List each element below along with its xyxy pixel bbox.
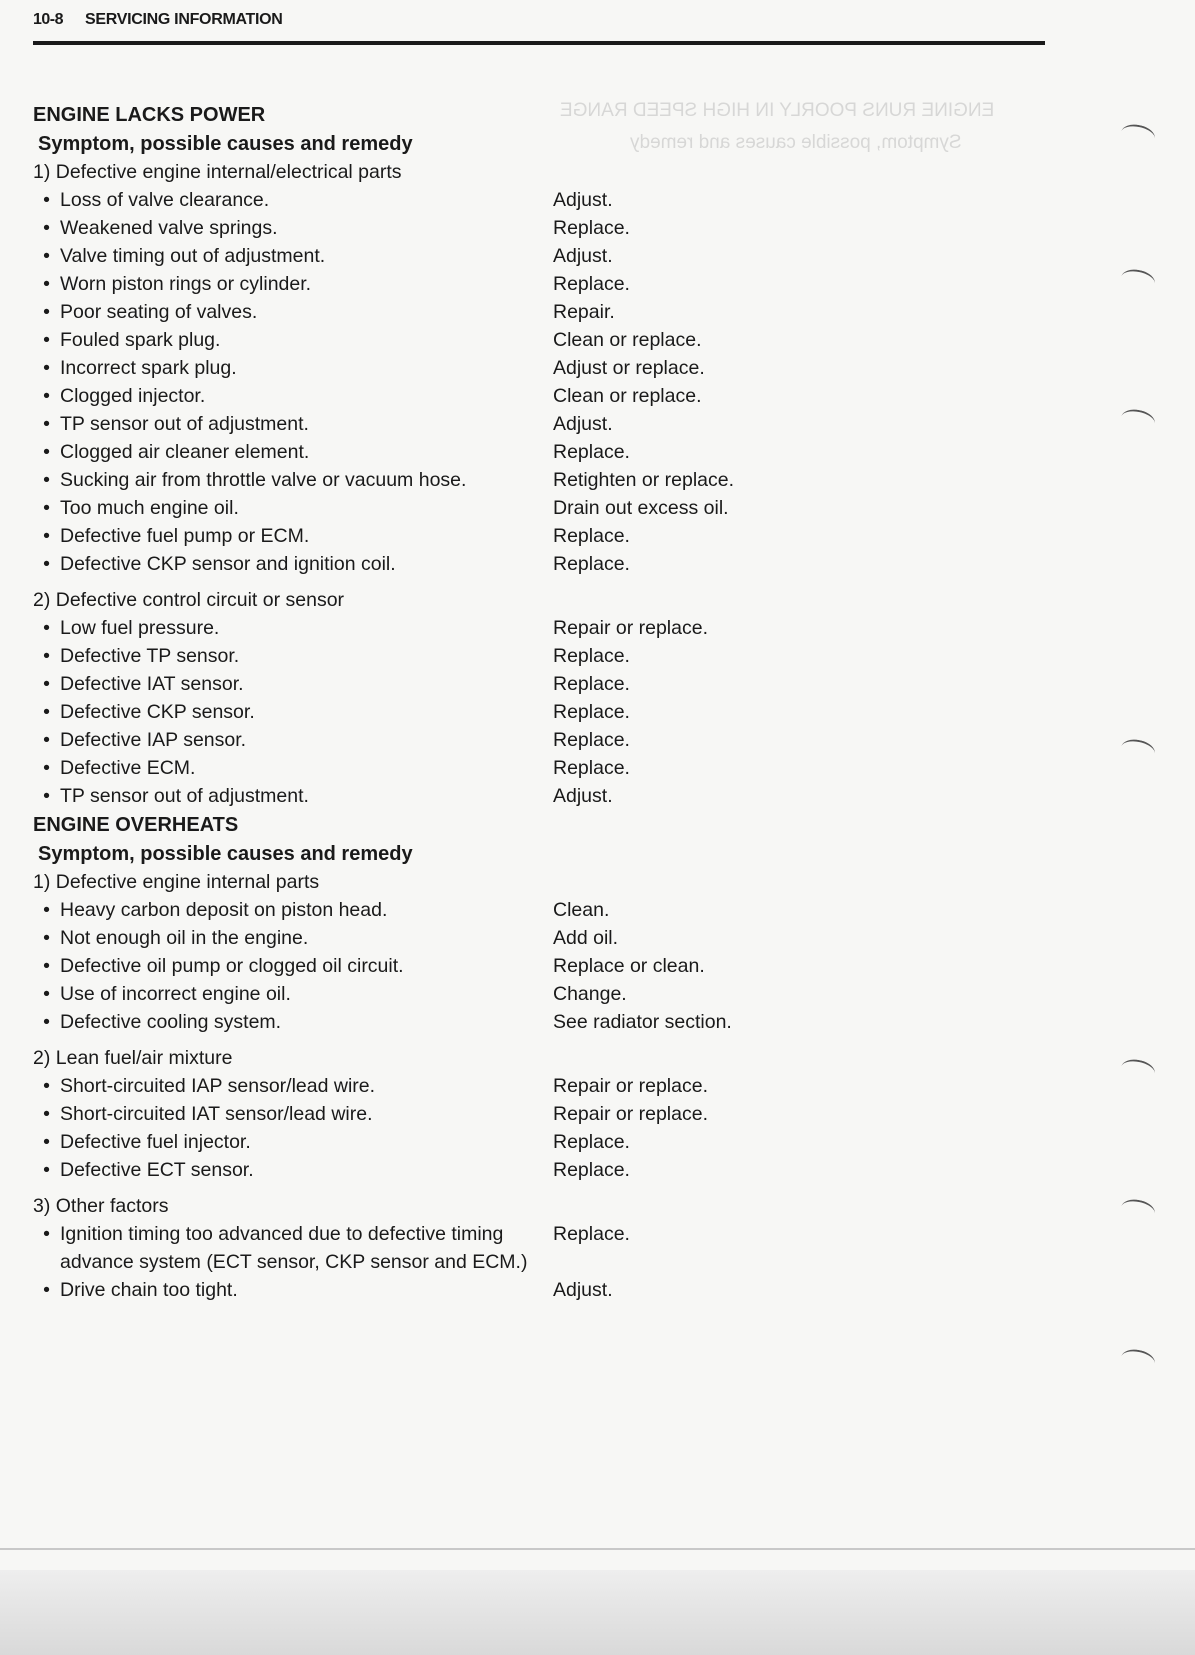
remedy-text: Replace or clean.	[553, 955, 705, 977]
page-bottom-rule	[0, 1548, 1195, 1550]
bleed-through-title: ENGINE RUNS POORLY IN HIGH SPEED RANGE	[560, 100, 995, 121]
remedy-text: Replace.	[553, 729, 630, 751]
bullet-icon: •	[43, 1075, 50, 1097]
section	[33, 810, 793, 1304]
symptom-heading: Symptom, possible causes and remedy	[38, 133, 413, 155]
remedy-text: Replace.	[553, 1223, 630, 1245]
remedy-text: Repair.	[553, 301, 615, 323]
remedy-text: Add oil.	[553, 927, 619, 949]
remedy-text: Repair or replace.	[553, 617, 708, 639]
list-item	[33, 242, 793, 270]
list-item	[33, 1276, 793, 1304]
remedy-text: Adjust.	[553, 245, 613, 267]
remedy-text: Repair or replace.	[553, 1103, 708, 1125]
bullet-icon: •	[43, 785, 50, 807]
bullet-icon: •	[43, 955, 50, 977]
group-title: 3) Other factors	[33, 1195, 169, 1217]
cause-text: Heavy carbon deposit on piston head.	[60, 899, 388, 921]
bullet-icon: •	[43, 245, 50, 267]
remedy-text: Adjust.	[553, 785, 613, 807]
cause-text: Defective CKP sensor.	[60, 701, 255, 723]
cause-text: Short-circuited IAP sensor/lead wire.	[60, 1075, 376, 1097]
remedy-text: Repair or replace.	[553, 1075, 708, 1097]
page-bottom-shadow	[0, 1570, 1195, 1655]
cause-text: Defective oil pump or clogged oil circuit.	[60, 955, 404, 977]
cause-text: Ignition timing too advanced due to defective timing advance system (ECT sensor, CKP sensor and ECM.)	[60, 1223, 528, 1273]
remedy-text: Retighten or replace.	[553, 469, 735, 491]
bullet-icon: •	[43, 927, 50, 949]
edge-mark	[1119, 1197, 1156, 1224]
edge-mark	[1119, 122, 1156, 149]
edge-mark	[1119, 1057, 1156, 1084]
bullet-icon: •	[43, 1159, 50, 1181]
remedy-text: Change.	[553, 983, 627, 1005]
cause-text: Defective IAT sensor.	[60, 673, 244, 695]
remedy-text: See radiator section.	[553, 1011, 732, 1033]
bullet-icon: •	[43, 189, 50, 211]
cause-text: Loss of valve clearance.	[60, 189, 270, 211]
remedy-text: Replace.	[553, 525, 630, 547]
cause-text: Use of incorrect engine oil.	[60, 983, 291, 1005]
list-item	[33, 642, 793, 670]
remedy-text: Replace.	[553, 217, 630, 239]
cause-text: TP sensor out of adjustment.	[60, 785, 309, 807]
list-item	[33, 1220, 793, 1276]
cause-text: Incorrect spark plug.	[60, 357, 237, 379]
cause-text: Weakened valve springs.	[60, 217, 278, 239]
cause-text: Poor seating of valves.	[60, 301, 258, 323]
cause-text: Defective ECT sensor.	[60, 1159, 254, 1181]
remedy-text: Adjust.	[553, 413, 613, 435]
bullet-icon: •	[43, 1223, 50, 1245]
bullet-icon: •	[43, 469, 50, 491]
cause-text: Short-circuited IAT sensor/lead wire.	[60, 1103, 373, 1125]
list-item	[33, 670, 793, 698]
page-header	[33, 8, 1045, 45]
cause-text: Defective ECM.	[60, 757, 196, 779]
list-item	[33, 1128, 793, 1156]
group-title: 1) Defective engine internal/electrical parts	[33, 161, 402, 183]
remedy-text: Drain out excess oil.	[553, 497, 729, 519]
list-item	[33, 550, 793, 578]
bleed-through-symptom: Symptom, possible causes and remedy	[630, 132, 962, 153]
list-item	[33, 1156, 793, 1184]
remedy-text: Clean or replace.	[553, 329, 702, 351]
list-item	[33, 782, 793, 810]
bullet-icon: •	[43, 899, 50, 921]
remedy-text: Clean or replace.	[553, 385, 702, 407]
bullet-icon: •	[43, 441, 50, 463]
cause-text: Drive chain too tight.	[60, 1279, 238, 1301]
list-item	[33, 726, 793, 754]
bullet-icon: •	[43, 385, 50, 407]
bullet-icon: •	[43, 553, 50, 575]
cause-text: Defective CKP sensor and ignition coil.	[60, 553, 396, 575]
bullet-icon: •	[43, 757, 50, 779]
symptom-heading: Symptom, possible causes and remedy	[38, 843, 413, 865]
list-item	[33, 494, 793, 522]
remedy-text: Adjust.	[553, 1279, 613, 1301]
list-item	[33, 1072, 793, 1100]
list-item	[33, 614, 793, 642]
list-item	[33, 980, 793, 1008]
remedy-text: Replace.	[553, 701, 630, 723]
bullet-icon: •	[43, 1103, 50, 1125]
list-item	[33, 1100, 793, 1128]
cause-text: Too much engine oil.	[60, 497, 239, 519]
cause-text: Worn piston rings or cylinder.	[60, 273, 312, 295]
bullet-icon: •	[43, 1279, 50, 1301]
bullet-icon: •	[43, 1131, 50, 1153]
remedy-text: Clean.	[553, 899, 610, 921]
list-item	[33, 522, 793, 550]
bullet-icon: •	[43, 497, 50, 519]
bullet-icon: •	[43, 329, 50, 351]
edge-mark	[1119, 407, 1156, 434]
list-item	[33, 354, 793, 382]
cause-text: Fouled spark plug.	[60, 329, 221, 351]
group-title: 2) Defective control circuit or sensor	[33, 589, 345, 611]
cause-text: Defective cooling system.	[60, 1011, 282, 1033]
bullet-icon: •	[43, 357, 50, 379]
list-item	[33, 270, 793, 298]
remedy-text: Replace.	[553, 673, 630, 695]
remedy-text: Replace.	[553, 273, 630, 295]
list-item	[33, 186, 793, 214]
edge-mark	[1119, 267, 1156, 294]
remedy-text: Replace.	[553, 645, 630, 667]
bullet-icon: •	[43, 217, 50, 239]
bullet-icon: •	[43, 525, 50, 547]
bullet-icon: •	[43, 645, 50, 667]
bullet-icon: •	[43, 617, 50, 639]
cause-text: Not enough oil in the engine.	[60, 927, 309, 949]
cause-text: Clogged air cleaner element.	[60, 441, 310, 463]
bullet-icon: •	[43, 1011, 50, 1033]
list-item	[33, 466, 793, 494]
cause-text: Low fuel pressure.	[60, 617, 220, 639]
section-title: ENGINE LACKS POWER	[33, 104, 266, 126]
troubleshooting-content	[33, 100, 793, 1304]
cause-text: Defective fuel injector.	[60, 1131, 251, 1153]
list-item	[33, 754, 793, 782]
group-title: 2) Lean fuel/air mixture	[33, 1047, 233, 1069]
bullet-icon: •	[43, 983, 50, 1005]
remedy-text: Replace.	[553, 1131, 630, 1153]
remedy-text: Replace.	[553, 553, 630, 575]
edge-mark	[1119, 737, 1156, 764]
list-item	[33, 410, 793, 438]
list-item	[33, 214, 793, 242]
list-item	[33, 438, 793, 466]
bullet-icon: •	[43, 673, 50, 695]
list-item	[33, 924, 793, 952]
page-ref: 10-8	[33, 11, 64, 28]
cause-text: Defective fuel pump or ECM.	[60, 525, 310, 547]
cause-text: TP sensor out of adjustment.	[60, 413, 309, 435]
bullet-icon: •	[43, 729, 50, 751]
list-item	[33, 896, 793, 924]
remedy-text: Replace.	[553, 757, 630, 779]
section-title: ENGINE OVERHEATS	[33, 814, 239, 836]
list-item	[33, 952, 793, 980]
list-item	[33, 698, 793, 726]
remedy-text: Replace.	[553, 1159, 630, 1181]
cause-text: Defective TP sensor.	[60, 645, 240, 667]
bullet-icon: •	[43, 273, 50, 295]
cause-text: Clogged injector.	[60, 385, 206, 407]
list-item	[33, 326, 793, 354]
remedy-text: Replace.	[553, 441, 630, 463]
cause-text: Sucking air from throttle valve or vacuum hose.	[60, 469, 467, 491]
cause-text: Defective IAP sensor.	[60, 729, 247, 751]
list-item	[33, 298, 793, 326]
remedy-text: Adjust or replace.	[553, 357, 705, 379]
list-item	[33, 1008, 793, 1036]
section	[33, 100, 793, 810]
group-title: 1) Defective engine internal parts	[33, 871, 320, 893]
bullet-icon: •	[43, 301, 50, 323]
list-item	[33, 382, 793, 410]
bullet-icon: •	[43, 413, 50, 435]
page-header-title: SERVICING INFORMATION	[85, 11, 283, 28]
remedy-text: Adjust.	[553, 189, 613, 211]
cause-text: Valve timing out of adjustment.	[60, 245, 326, 267]
bullet-icon: •	[43, 701, 50, 723]
edge-mark	[1119, 1347, 1156, 1374]
